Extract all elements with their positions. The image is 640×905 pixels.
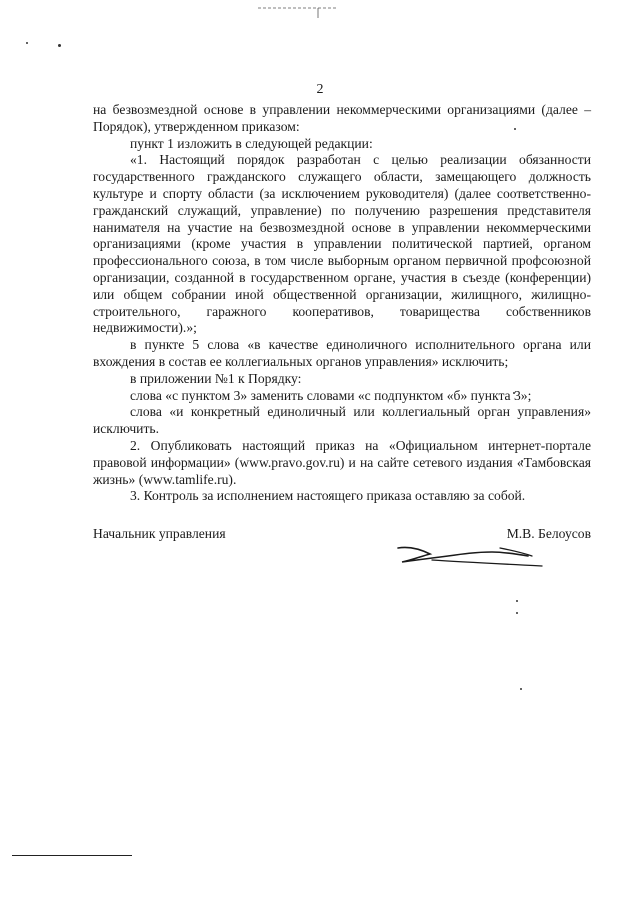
paragraph: 2. Опубликовать настоящий приказ на «Официальном интернет-портале правовой информации» (www.pravo.gov.ru) и на сайте сетевого издания «Тамбовская жизнь» (www.tamlife.ru). — [93, 437, 591, 487]
page-number: 2 — [316, 82, 324, 97]
paragraph: на безвозмездной основе в управлении некоммерческими организациями (далее – Порядок), утвержденном приказом: — [93, 102, 591, 134]
bottom-rule — [12, 855, 132, 856]
paragraph: пункт 1 изложить в следующей редакции: — [130, 135, 373, 151]
paragraph: в пункте 5 слова «в качестве единоличного исполнительного органа или вхождения в состав ее коллегиальных органов управления» исключить; — [93, 337, 591, 369]
paragraph: слова «и конкретный единоличный или коллегиальный орган управления» исключить. — [93, 404, 591, 437]
scan-speck — [26, 42, 28, 44]
scan-speck — [58, 44, 61, 47]
handwritten-signature — [392, 538, 552, 572]
paragraph: в приложении №1 к Порядку: — [130, 370, 302, 386]
document-body — [93, 102, 591, 505]
scan-artifact-top — [258, 6, 338, 18]
paragraph: «1. Настоящий порядок разработан с целью реализации обязанности государственного гражданского служащего области, замещающего должность культуре и спорту области (за исключением руководителя) (далее соответственно-гражданский служащий, управление) по получению разрешения представителя нанимателя на участие на безвозмездной основе в управлении некоммерческими организациями (кроме участия в управлении политической партией, органом профессионального союза, в том числе выборным органом первичной профсоюзной организации, созданной в государственном органе, участия в съезде (конференции) или общем собрании иной общественной организации, жилищного, жилищно-строительного, гаражного кооперативов, товарищества собственников недвижимости).»; — [93, 152, 591, 336]
signer-position: Начальник управления — [93, 526, 226, 541]
paragraph: слова «с пунктом 3» заменить словами «с подпунктом «б» пункта 3»; — [130, 387, 532, 403]
signer-name: М.В. Белоусов — [506, 526, 591, 541]
paragraph: 3. Контроль за исполнением настоящего приказа оставляю за собой. — [130, 488, 526, 504]
scan-speck — [516, 612, 518, 614]
scan-speck — [516, 600, 518, 602]
scan-speck — [520, 688, 522, 690]
